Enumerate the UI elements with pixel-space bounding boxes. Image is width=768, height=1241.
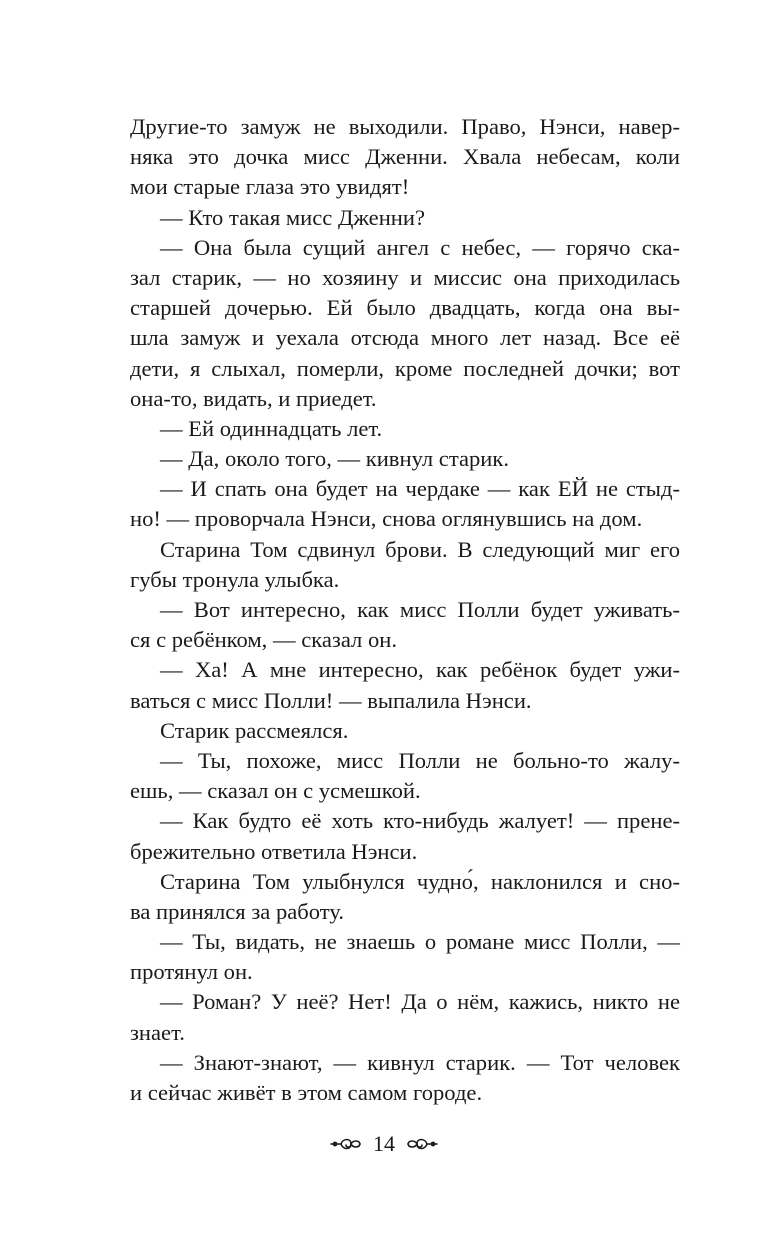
text-line: и сейчас живёт в этом самом городе. <box>130 1080 483 1105</box>
text-line: Старина Том сдвинул брови. В следующий миг его <box>160 536 680 562</box>
flourish-left-icon <box>329 1135 363 1153</box>
body-text <box>130 112 680 1108</box>
text-line: ва принялся за работу. <box>130 898 345 924</box>
text-line: — Да, около того, — кивнул старик. <box>160 446 510 472</box>
text-line: — Знают-знают, — кивнул старик. — Тот человек <box>160 1049 680 1075</box>
text-line: — Как будто её хоть кто-нибудь жалует! — прене- <box>160 808 680 834</box>
text-line: старшей дочерью. Ей было двадцать, когда она вы- <box>130 295 680 321</box>
text-line: — Роман? У неё? Нет! Да о нём, кажись, никто не <box>160 989 680 1015</box>
text-line: мои старые глаза это увидят! <box>130 174 410 200</box>
text-line: знает. <box>130 1019 185 1045</box>
text-line: — Ха! А мне интересно, как ребёнок будет ужи- <box>160 657 680 683</box>
text-line: дети, я слыхал, померли, кроме последней дочки; вот <box>130 355 680 381</box>
text-line: — Ты, похоже, мисс Полли не больно-то жалу- <box>160 747 680 773</box>
text-line: — Ей одиннадцать лет. <box>160 415 383 441</box>
text-line: Другие-то замуж не выходили. Право, Нэнси, навер- <box>130 114 680 139</box>
text-line: — Вот интересно, как мисс Полли будет уживать- <box>160 597 680 622</box>
text-line: Старик рассмеялся. <box>160 717 349 743</box>
text-line: шла замуж и уехала отсюда много лет назад. Все её <box>130 325 680 351</box>
text-line: ешь, — сказал он с усмешкой. <box>130 778 421 804</box>
page-number: 14 <box>373 1131 395 1156</box>
text-line: протянул он. <box>130 959 253 985</box>
text-line: ся с ребёнком, — сказал он. <box>130 627 398 653</box>
text-line: няка это дочка мисс Дженни. Хвала небесам, коли <box>130 144 680 170</box>
text-line: Старина Том улыбнулся чудно́, наклонился и сно- <box>160 868 680 894</box>
text-line: — Ты, видать, не знаешь о романе мисс Полли, — <box>160 929 680 955</box>
text-line: — Кто такая мисс Дженни? <box>160 204 426 230</box>
text-line: но! — проворчала Нэнси, снова оглянувшись на дом. <box>130 506 643 532</box>
text-line: брежительно ответила Нэнси. <box>130 838 418 864</box>
text-line: губы тронула улыбка. <box>130 566 340 592</box>
text-line: — Она была сущий ангел с небес, — горячо ска- <box>160 234 680 260</box>
text-line: она-то, видать, и приедет. <box>130 385 377 411</box>
text-line: ваться с мисс Полли! — выпалила Нэнси. <box>130 687 532 713</box>
text-line: — И спать она будет на чердаке — как ЕЙ не стыд- <box>160 476 680 502</box>
text-line: зал старик, — но хозяину и миссис она приходилась <box>130 264 680 290</box>
page-footer <box>0 1128 768 1160</box>
flourish-right-icon <box>405 1135 439 1153</box>
